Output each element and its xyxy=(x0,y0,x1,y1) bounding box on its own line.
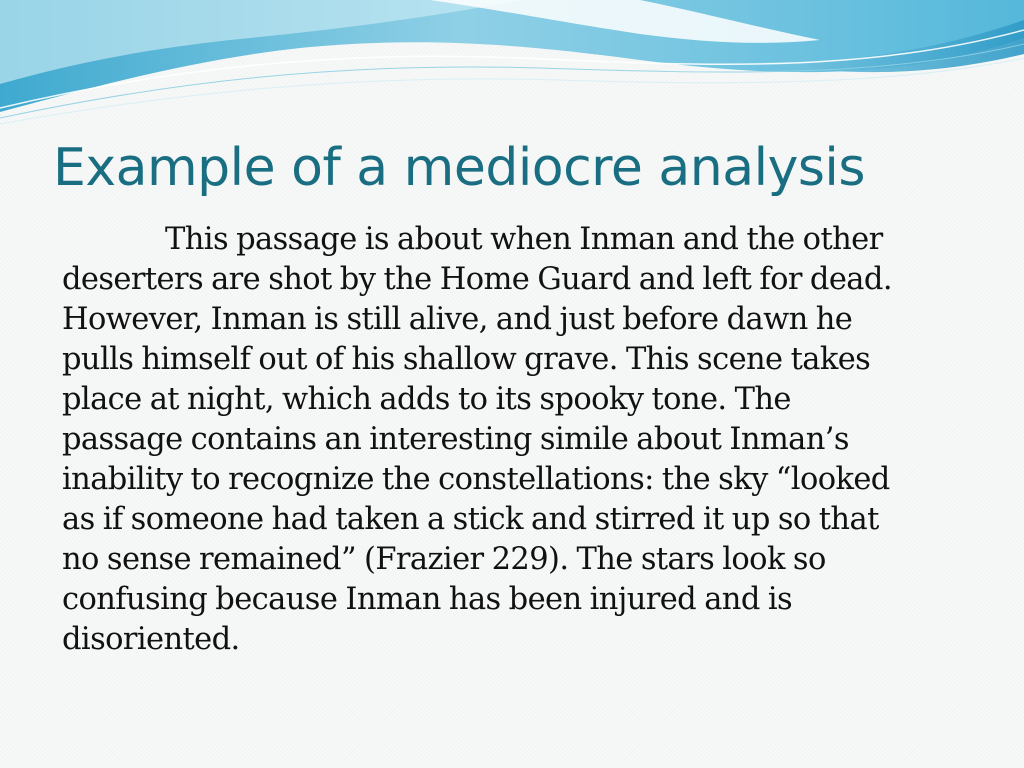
analysis-paragraph xyxy=(62,220,962,660)
paragraph-line: disoriented. xyxy=(62,622,240,657)
paragraph-line: pulls himself out of his shallow grave. This scene takes xyxy=(62,342,871,377)
decorative-wave-header xyxy=(0,0,1024,130)
paragraph-line: no sense remained” (Frazier 229). The stars look so xyxy=(62,542,826,577)
paragraph-line: This passage is about when Inman and the other xyxy=(165,222,883,257)
slide-title: Example of a mediocre analysis xyxy=(53,138,865,198)
paragraph-line: However, Inman is still alive, and just before dawn he xyxy=(62,302,853,337)
paragraph-line: place at night, which adds to its spooky tone. The xyxy=(62,382,791,417)
paragraph-line: as if someone had taken a stick and stirred it up so that xyxy=(62,502,879,537)
paragraph-line: deserters are shot by the Home Guard and left for dead. xyxy=(62,262,892,297)
paragraph-line: confusing because Inman has been injured and is xyxy=(62,582,793,617)
paragraph-line: passage contains an interesting simile about Inman’s xyxy=(62,422,849,457)
paragraph-line: inability to recognize the constellations: the sky “looked xyxy=(62,462,890,497)
